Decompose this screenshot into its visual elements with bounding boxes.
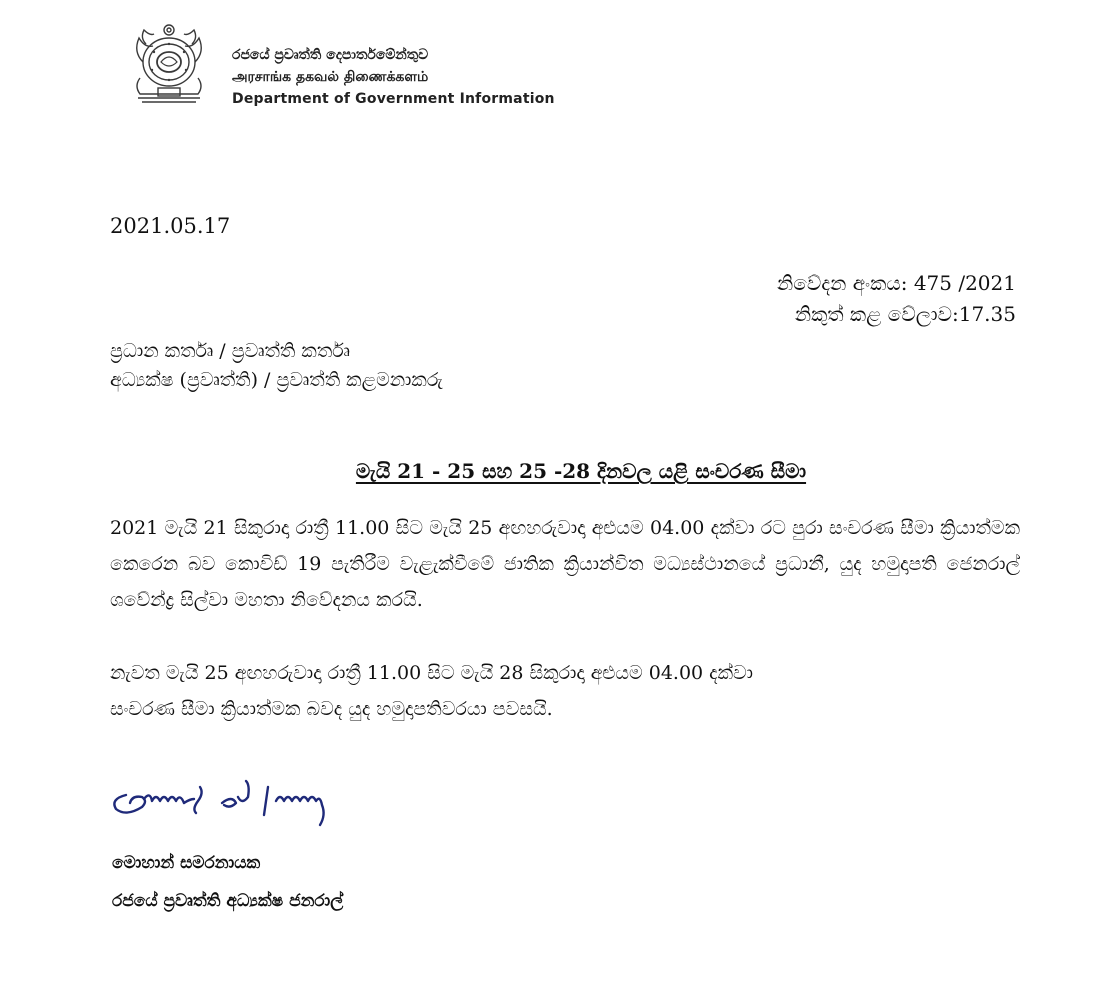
subject-heading: මැයි 21 - 25 සහ 25 -28 දිනවල යළි සංචරණ සීමා bbox=[355, 459, 807, 483]
letterhead bbox=[232, 44, 555, 110]
department-name-tamil: அரசாங்க தகவல் திணைக்களம் bbox=[232, 69, 429, 85]
recipient-line-2: අධ්‍යක්ෂ (ප්‍රවෘත්ති) / ප්‍රවෘත්ති කළමනාකරු bbox=[110, 369, 443, 391]
body-paragraph-2 bbox=[110, 655, 1020, 727]
body-paragraph-2-line-1: නැවත මැයි 25 අඟහරුවාදා රාත්‍රී 11.00 සිට මැයි 28 සිකුරාදා අළුයම 04.00 දක්වා bbox=[110, 662, 753, 684]
handwritten-signature bbox=[104, 765, 414, 835]
document-date: 2021.05.17 bbox=[110, 214, 231, 238]
recipients-block bbox=[110, 337, 443, 395]
signatory-block bbox=[112, 844, 343, 920]
recipient-line-1: ප්‍රධාන කර්තෘ / ප්‍රවෘත්ති කර්තෘ bbox=[110, 340, 350, 362]
signatory-name: මොහාන් සමරනායක bbox=[112, 853, 261, 873]
government-emblem-icon bbox=[128, 22, 210, 106]
body-paragraph-1: 2021 මැයි 21 සිකුරාදා රාත්‍රී 11.00 සිට මැයි 25 අඟහරුවාදා අළුයම 04.00 දක්වා රට පුරා සංචරණ සීමා ක්‍රියාත්මක කෙරෙන බව කොවිඩ් 19 පැතිරීම වැළැක්වීමේ ජාතික ක්‍රියාන්විත මධ්‍යස්ථානයේ ප්‍රධානී, යුද හමුදාපති ජෙනරාල් ශවේන්ද්‍ර සිල්වා මහතා නිවේදනය කරයි. bbox=[110, 517, 1020, 611]
notice-number: නිවේදන අංකය: 475 /2021 bbox=[776, 271, 1016, 295]
release-time: නිකුත් කළ වේලාව:17.35 bbox=[794, 302, 1016, 326]
reference-block bbox=[777, 268, 1016, 330]
department-name-english: Department of Government Information bbox=[232, 91, 555, 107]
department-name-sinhala: රජයේ ප්‍රවෘත්ති දෙපාර්තමේන්තුව bbox=[232, 47, 429, 63]
body-paragraph-2-line-2: සංචරණ සීමා ක්‍රියාත්මක බවද යුද හමුදාපතිවරයා පවසයි. bbox=[110, 698, 553, 720]
signatory-title: රජයේ ප්‍රවෘත්ති අධ්‍යක්ෂ ජනරාල් bbox=[112, 891, 344, 911]
